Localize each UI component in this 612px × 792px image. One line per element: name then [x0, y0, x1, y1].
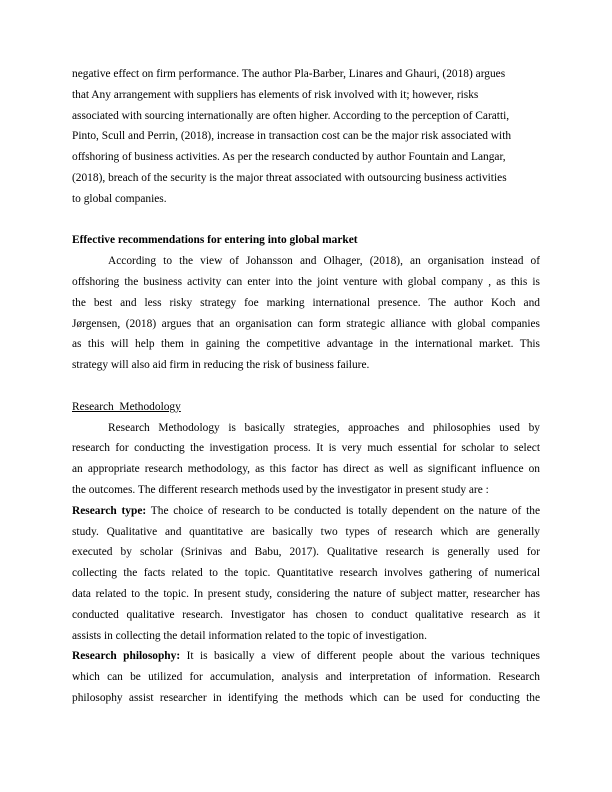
- text-line: philosophy assist researcher in identifying the methods which can be used for conducting the: [72, 691, 540, 704]
- paragraph-gap: [72, 376, 540, 397]
- paragraph-risks: [72, 64, 540, 210]
- text-line: executed by scholar (Srinivas and Babu, 2017). Qualitative research is generally used for: [72, 546, 540, 559]
- text-line: According to the view of Johansson and Olhager, (2018), an organisation instead of: [108, 255, 540, 268]
- text-line: conducted qualitative research. Investigator has chosen to conduct qualitative research as it: [72, 608, 540, 621]
- text-line: offshoring of business activities. As per the research conducted by author Fountain and Langar,: [72, 151, 506, 164]
- text-line: as this will help them in gaining the competitive advantage in the international market. This: [72, 338, 540, 351]
- text-line: Jørgensen, (2018) argues that an organisation can form strategic alliance with global companies: [72, 317, 540, 330]
- text-line: study. Qualitative and quantitative are basically two types of research which are generally: [72, 525, 540, 538]
- research-philosophy-line: [72, 646, 540, 667]
- paragraph-gap: [72, 210, 540, 231]
- section-heading: Effective recommendations for entering into global market: [72, 234, 358, 247]
- text-line: offshoring the business activity can enter into the joint venture with global company , as this is: [72, 275, 540, 288]
- text-line: Research Methodology is basically strategies, approaches and philosophies used by: [108, 421, 540, 434]
- text-line: strategy will also aid firm in reducing the risk of business failure.: [72, 359, 370, 372]
- text-line: to global companies.: [72, 192, 167, 205]
- text-line: associated with sourcing internationally are often higher. According to the perception of Caratti,: [72, 109, 510, 122]
- research-philosophy-label: Research philosophy:: [72, 650, 181, 663]
- section-recommendations: [72, 230, 540, 376]
- text-line: research for conducting the investigation process. It is very much essential for scholar to select: [72, 442, 540, 455]
- research-type-text: The choice of research to be conducted is totally dependent on the nature of the: [146, 504, 540, 517]
- text-line: data related to the topic. In present study, considering the nature of subject matter, researcher has: [72, 587, 540, 600]
- section-research-methodology: [72, 397, 540, 709]
- section-heading: Research Methodology: [72, 400, 181, 413]
- document-page: [72, 64, 540, 709]
- text-line: assists in collecting the detail information related to the topic of investigation.: [72, 629, 427, 642]
- text-line: (2018), breach of the security is the major threat associated with outsourcing business activities: [72, 171, 507, 184]
- text-line: collecting the facts related to the topic. Quantitative research involves gathering of numerical: [72, 567, 540, 580]
- text-line: an appropriate research methodology, as this factor has direct as well as significant influence on: [72, 463, 540, 476]
- text-line: the outcomes. The different research methods used by the investigator in present study are :: [72, 483, 489, 496]
- text-line: which can be utilized for accumulation, analysis and interpretation of information. Research: [72, 671, 540, 684]
- text-line: Pinto, Scull and Perrin, (2018), increase in transaction cost can be the major risk associated with: [72, 130, 512, 143]
- text-line: the best and less risky strategy foe marking international presence. The author Koch and: [72, 296, 540, 309]
- research-philosophy-text: It is basically a view of different people about the various techniques: [180, 650, 540, 663]
- research-type-line: [72, 501, 540, 522]
- research-type-label: Research type:: [72, 504, 147, 517]
- text-line: that Any arrangement with suppliers has elements of risk involved with it; however, risks: [72, 88, 479, 101]
- text-line: negative effect on firm performance. The author Pla-Barber, Linares and Ghauri, (2018) argues: [72, 68, 506, 80]
